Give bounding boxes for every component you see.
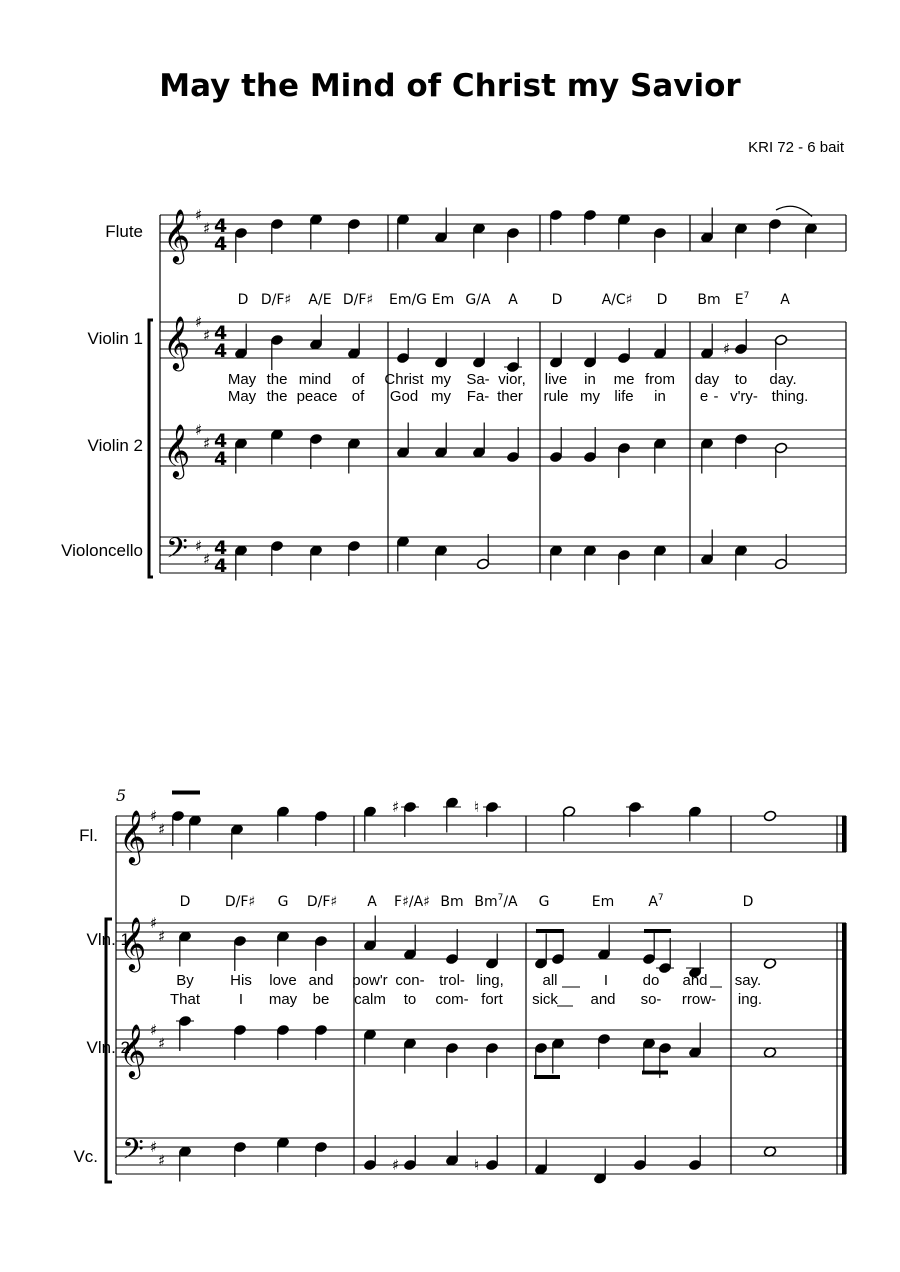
lyric-verse2: rrow-: [681, 991, 717, 1008]
lyric-verse1: in: [584, 371, 596, 388]
accidental: ♮: [474, 1156, 480, 1174]
key-sharp: ♯: [150, 914, 158, 932]
lyric-verse2: to: [403, 991, 417, 1008]
time-signature: 4: [214, 537, 228, 559]
instrument-label-cello: Violoncello: [61, 541, 143, 560]
chord-symbol: G/A: [465, 292, 491, 308]
time-signature: 4: [214, 555, 228, 577]
chord-symbol: Bm: [697, 292, 721, 308]
lyric-verse2: thing.: [771, 388, 809, 405]
lyric-verse2: peace: [296, 388, 338, 405]
instrument-label-flute-short: Fl.: [79, 826, 98, 845]
instrument-label-violin2: Violin 2: [87, 436, 143, 455]
chord-symbol: D: [656, 292, 668, 308]
key-sharp: ♯: [150, 807, 158, 825]
lyric-verse1: By: [176, 972, 194, 989]
beam: [534, 1075, 560, 1079]
bass-clef-icon: 𝄢: [122, 1133, 144, 1173]
lyric-verse1: do: [642, 972, 660, 989]
bass-clef-icon: 𝄢: [166, 532, 188, 572]
lyric-verse2: -: [713, 388, 719, 405]
time-signature: 4: [214, 322, 228, 344]
key-sharp: ♯: [150, 1138, 158, 1156]
lyric-verse1: ling,: [476, 972, 504, 989]
lyric-verse2: the: [266, 388, 288, 405]
chord-symbol: G: [538, 894, 550, 910]
treble-clef-icon: 𝄞: [119, 1023, 147, 1077]
lyric-verse2: my: [580, 388, 600, 405]
lyric-verse2: sick: [532, 991, 558, 1008]
chord-symbol: $A^7$: [648, 893, 664, 910]
accidental: ♯: [392, 1156, 400, 1174]
beam: [172, 791, 200, 795]
chord-symbol: Em/G: [388, 292, 428, 308]
chord-symbol: A/E: [308, 292, 332, 308]
lyric-verse1: to: [734, 371, 748, 388]
key-sharp: ♯: [203, 326, 211, 345]
lyric-verse2: ing.: [737, 991, 763, 1008]
key-sharp: ♯: [158, 820, 166, 839]
system-bracket: [106, 919, 112, 1182]
lyric-verse1: me: [613, 371, 635, 388]
lyric-verse1: May: [227, 371, 257, 388]
chord-symbol: A/C♯: [601, 292, 633, 308]
chord-symbol: G: [277, 894, 289, 910]
lyric-verse2: of: [351, 388, 365, 405]
lyric-verse2: calm: [354, 991, 386, 1008]
beam: [642, 1071, 668, 1075]
chord-symbol: D: [179, 894, 191, 910]
instrument-label-cello-short: Vc.: [73, 1147, 98, 1166]
lyric-verse1: His: [230, 972, 252, 989]
lyric-verse2: ther: [497, 388, 523, 405]
chord-symbol: A: [508, 292, 518, 308]
lyric-verse2: my: [431, 388, 451, 405]
lyric-verse1: Sa-: [466, 371, 490, 388]
chord-symbol: Em: [431, 292, 455, 308]
chord-symbol: A: [367, 894, 377, 910]
accidental: ♯: [723, 340, 731, 358]
chord-symbol: D: [742, 894, 754, 910]
time-signature: 4: [214, 430, 228, 452]
score-title: May the Mind of Christ my Savior: [159, 68, 741, 104]
note-head: [763, 810, 776, 822]
key-sharp: ♯: [195, 421, 203, 439]
lyric-verse1: love: [269, 972, 297, 989]
lyric-verse2: in: [654, 388, 666, 405]
key-sharp: ♯: [150, 1021, 158, 1039]
measure-number: 5: [116, 786, 127, 805]
chord-symbol: Em: [591, 894, 615, 910]
lyric-verse1: mind: [298, 371, 332, 388]
score-subtitle: KRI 72 - 6 bait: [748, 139, 844, 156]
lyric-verse1: con-: [395, 972, 425, 989]
treble-clef-icon: 𝄞: [163, 315, 191, 369]
accidental: ♮: [474, 798, 480, 816]
lyric-verse2: so-: [640, 991, 662, 1008]
chord-symbol: D: [551, 292, 563, 308]
key-sharp: ♯: [158, 1151, 166, 1170]
lyric-verse1: my: [431, 371, 451, 388]
lyric-verse2: may: [268, 991, 298, 1008]
chord-symbol: Bm: [440, 894, 464, 910]
lyric-verse1: all: [542, 972, 558, 989]
lyric-verse1: trol-: [439, 972, 465, 989]
chord-symbol: D/F♯: [224, 894, 256, 910]
instrument-label-flute: Flute: [105, 222, 143, 241]
beam: [644, 929, 671, 933]
time-signature: 4: [214, 215, 228, 237]
time-signature: 4: [214, 233, 228, 255]
chord-symbol: D: [237, 292, 249, 308]
lyric-verse2: life: [614, 388, 634, 405]
chord-symbol: $E^7$: [734, 291, 750, 308]
lyric-verse1: live: [544, 371, 568, 388]
lyric-verse2: rule: [543, 388, 569, 405]
lyric-verse1: vior,: [498, 371, 526, 388]
key-sharp: ♯: [158, 927, 166, 946]
lyric-verse2: Fa-: [466, 388, 490, 405]
beam: [536, 929, 564, 933]
instrument-label-violin1: Violin 1: [87, 329, 143, 348]
instrument-label-violin2-short: Vln. 2: [86, 1038, 130, 1057]
lyric-verse1: day.: [769, 371, 797, 388]
key-sharp: ♯: [195, 313, 203, 331]
lyric-verse1: the: [266, 371, 288, 388]
key-sharp: ♯: [195, 206, 203, 224]
lyric-verse2: That: [169, 991, 201, 1008]
system-bracket: [149, 320, 153, 577]
lyric-verse2: May: [227, 388, 257, 405]
key-sharp: ♯: [203, 550, 211, 569]
accidental: ♯: [392, 798, 400, 816]
key-sharp: ♯: [195, 537, 203, 555]
lyric-verse2: v'ry-: [730, 388, 758, 405]
treble-clef-icon: 𝄞: [119, 809, 147, 863]
lyric-verse2: I: [238, 991, 244, 1008]
instrument-label-violin1-short: Vln. 1: [86, 930, 130, 949]
treble-clef-icon: 𝄞: [119, 916, 147, 970]
lyric-verse1: Christ: [384, 371, 424, 388]
chord-symbol: D/F♯: [306, 894, 338, 910]
lyric-verse1: of: [351, 371, 365, 388]
chord-symbol: Bm$^7$/A: [474, 893, 518, 910]
chord-symbol: F♯/A♯: [394, 894, 430, 910]
lyric-verse2: be: [312, 991, 330, 1008]
treble-clef-icon: 𝄞: [163, 208, 191, 262]
lyric-verse1: and: [682, 972, 708, 989]
lyric-verse2: and: [590, 991, 616, 1008]
chord-symbol: D/F♯: [260, 292, 292, 308]
chord-symbol: A: [780, 292, 790, 308]
time-signature: 4: [214, 448, 228, 470]
final-barline: [842, 816, 846, 852]
time-signature: 4: [214, 340, 228, 362]
lyric-verse1: and: [308, 972, 334, 989]
lyric-verse1: day: [694, 371, 720, 388]
lyric-verse1: say.: [734, 972, 762, 989]
lyric-verse1: from: [645, 371, 675, 388]
lyric-verse1: I: [603, 972, 609, 989]
final-barline: [842, 923, 846, 1174]
lyric-verse1: pow'r: [352, 972, 388, 989]
key-sharp: ♯: [158, 1034, 166, 1053]
lyric-verse2: God: [389, 388, 419, 405]
lyric-verse2: e: [699, 388, 709, 405]
lyric-verse2: fort: [481, 991, 503, 1008]
lyric-verse2: com-: [435, 991, 469, 1008]
key-sharp: ♯: [203, 434, 211, 453]
key-sharp: ♯: [203, 219, 211, 238]
chord-symbol: D/F♯: [342, 292, 374, 308]
treble-clef-icon: 𝄞: [163, 423, 191, 477]
